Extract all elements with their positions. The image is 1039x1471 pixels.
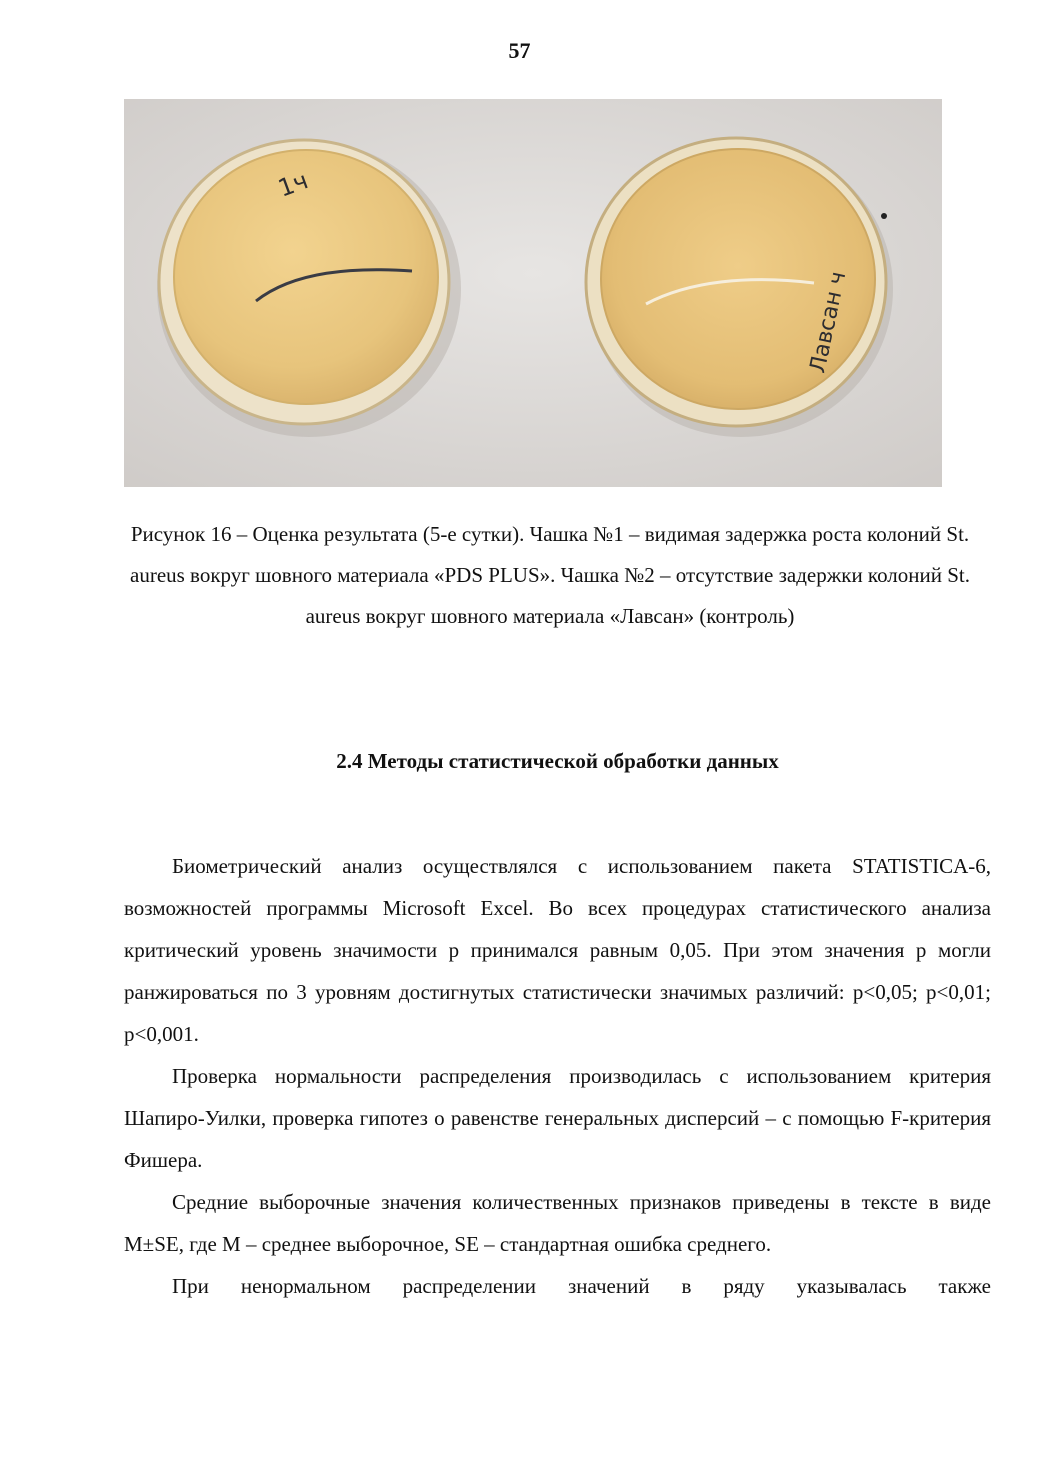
dish2-dot-mark: [881, 213, 887, 219]
figure-photo-petri-dishes: [124, 99, 942, 487]
petri-dish-2: [586, 138, 887, 426]
dish2-marker-label: Лавсан ч: [805, 269, 852, 376]
paragraph: При ненормальном распределении значений в ряду указывалась также: [172, 1274, 991, 1298]
section-heading: 2.4 Методы статистической обработки данных: [336, 749, 779, 773]
figure-caption: Рисунок 16 – Оценка результата (5-е сутки). Чашка №1 – видимая задержка роста колоний St. aureus вокруг шовного материала «PDS PLUS». Чашка №2 – отсутствие задержки колоний St. aureus вокруг шовного материала «Лавсан» (контроль): [130, 522, 970, 628]
petri-dish-1: [159, 140, 449, 424]
body-text: [124, 845, 991, 1307]
paragraph: Биометрический анализ осуществлялся с использованием пакета STATISTICA-6, возможностей программы Microsoft Excel. Во всех процедурах статистического анализа критический уровень значимости p принимался равным 0,05. При этом значения p могли ранжироваться по 3 уровням достигнутых статистически значимых различий: p<0,05; p<0,01; p<0,001.: [124, 854, 991, 1046]
paragraph: Проверка нормальности распределения производилась с использованием критерия Шапиро-Уилки, проверка гипотез о равенстве генеральных дисперсий – с помощью F-критерия Фишера.: [124, 1064, 991, 1172]
page-number: 57: [508, 38, 531, 63]
paragraph: Средние выборочные значения количественных признаков приведены в тексте в виде M±SE, где M – среднее выборочное, SE – стандартная ошибка среднего.: [124, 1190, 991, 1256]
dish1-marker-label: 1ч: [274, 166, 312, 203]
